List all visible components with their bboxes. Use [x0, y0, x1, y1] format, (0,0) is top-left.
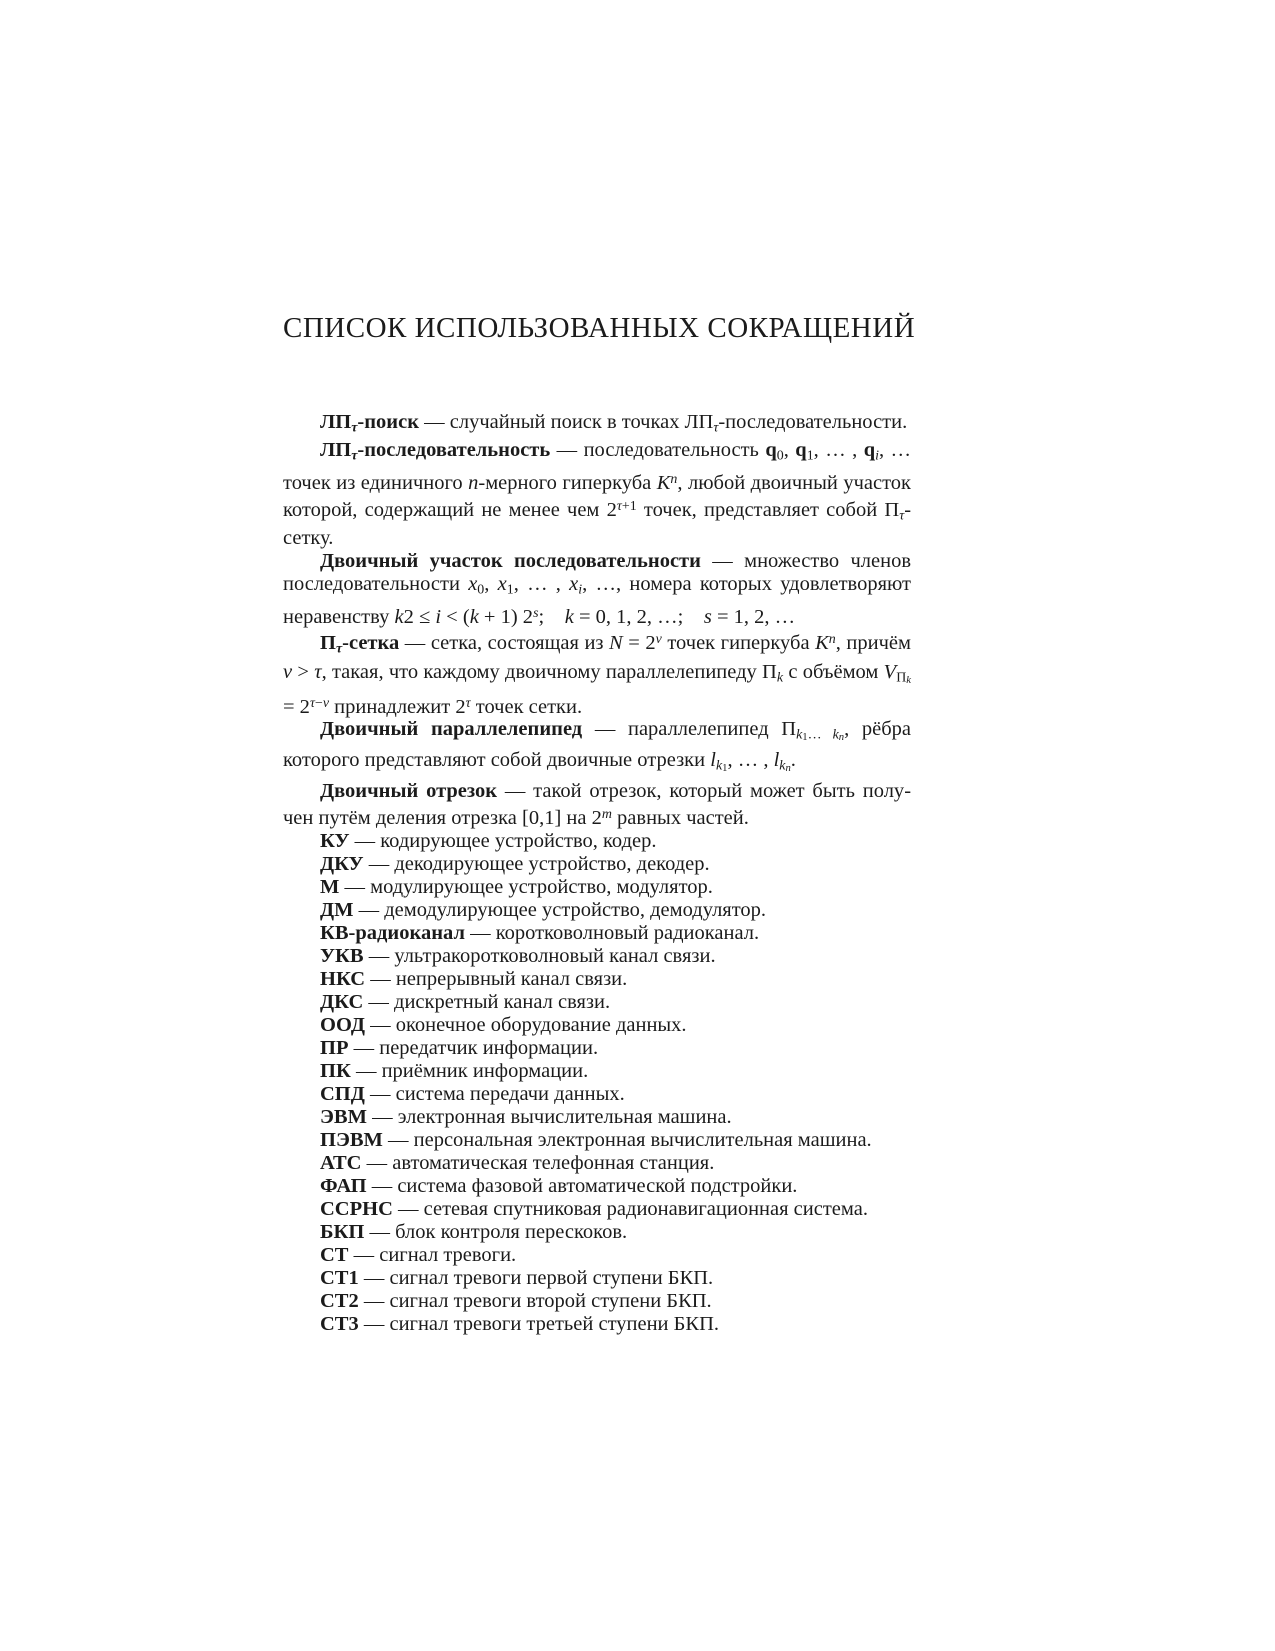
text-run: ν [283, 660, 293, 683]
text-run: V [883, 660, 897, 683]
text-run: СТ [320, 1243, 349, 1266]
text-run: , рёбра которого представляют собой двоичные отрезки [283, 718, 912, 772]
entry-evm [283, 1106, 911, 1129]
text-run: − [314, 695, 323, 711]
text-run: — случайный поиск в точках ЛП [419, 411, 714, 433]
entry-ood [283, 1014, 911, 1037]
text-run: 0 [477, 582, 485, 598]
text-run: ССРНС [320, 1197, 393, 1220]
text-run: ООД [320, 1013, 365, 1036]
text-run: — кодирующее устройство, кодер. [349, 829, 657, 852]
text-run: — автоматическая телефонная станция. [361, 1151, 715, 1174]
text-run: — демодулирующее устройство, демодулятор. [353, 898, 767, 921]
text-run: ЛП [320, 411, 352, 433]
page-title: СПИСОК ИСПОЛЬЗОВАННЫХ СОКРАЩЕНИЙ [283, 312, 916, 344]
text-run: , … точек из единичного [283, 439, 912, 494]
text-run: БКП [320, 1220, 365, 1243]
text-run: i [435, 605, 442, 628]
text-run: КУ [320, 829, 350, 852]
text-run: s [703, 605, 712, 628]
entry-nks [283, 968, 911, 991]
text-run: = 1, 2, … [711, 605, 796, 628]
text-run: 1 [506, 582, 514, 598]
text-run: — сетка, состоящая из [399, 632, 610, 655]
entry-lp-poisk [283, 411, 911, 439]
text-run: l [710, 749, 716, 772]
text-run: — сетевая спутниковая радионавигационная система. [392, 1197, 868, 1220]
text-run: n [838, 732, 845, 744]
text-run: — коротковолновый радиоканал. [464, 921, 760, 944]
text-run: точек, представляет собой Π [636, 498, 900, 521]
text-run: k [779, 758, 786, 774]
entry-ssrns [283, 1198, 911, 1221]
text-run: -сетка [342, 632, 400, 655]
entry-binary-section [283, 550, 911, 628]
entry-ukv [283, 945, 911, 968]
text-run: n [468, 471, 479, 494]
text-run: k [906, 674, 911, 686]
text-run: τ [713, 420, 719, 436]
entry-kv [283, 922, 911, 945]
text-run: q [765, 439, 777, 462]
text-run: 1 [802, 732, 808, 744]
text-run: КВ-радиоканал [320, 921, 465, 944]
text-run: τ [351, 448, 358, 464]
entry-dku [283, 853, 911, 876]
text-run: x [569, 573, 579, 596]
text-run: τ [616, 498, 622, 514]
text-run: Π [896, 670, 907, 686]
text-run: > [292, 660, 315, 683]
text-run: — сигнал тревоги. [348, 1243, 517, 1266]
text-run: τ [465, 695, 471, 711]
text-run: ПР [320, 1036, 349, 1059]
entry-lp-sequence [283, 439, 911, 550]
text-run: τ [899, 508, 905, 524]
text-run: , любой двоичный участок которой, содержащий не менее чем 2 [283, 471, 911, 521]
text-run: N [609, 632, 623, 655]
text-run: — оконечное оборудование данных. [364, 1013, 687, 1036]
text-run: СТ3 [320, 1312, 359, 1335]
text-run: — сигнал тревоги второй ступени БКП. [358, 1289, 712, 1312]
text-run: -сетку. [283, 498, 912, 550]
text-run: k [832, 727, 839, 743]
text-run: — приёмник информации. [350, 1059, 589, 1082]
text-run: 2 ≤ [403, 605, 436, 628]
text-run: — модулирующее устройство, модулятор. [339, 875, 713, 898]
abbreviations-list [283, 411, 911, 1336]
text-run: ν [655, 632, 662, 648]
text-run: — такой отрезок, который может быть получен путём деления отрезка [0,1] на 2 [283, 780, 912, 829]
text-run: , … , [813, 439, 864, 462]
text-run: q [863, 439, 876, 462]
text-run: x [497, 573, 507, 596]
text-run: — последовательность [550, 439, 766, 462]
text-run: k [796, 727, 803, 743]
text-run: -последовательности. [718, 411, 908, 433]
text-run: , …, номера которых удовлетворяют неравенству [283, 573, 911, 628]
text-run: — персональная электронная вычислительная машина. [382, 1128, 872, 1151]
text-run: +1 [621, 498, 637, 514]
entry-ku [283, 830, 911, 853]
text-run: ФАП [320, 1174, 367, 1197]
text-run: АТС [320, 1151, 362, 1174]
text-run: — система фазовой автоматической подстройки. [366, 1174, 798, 1197]
page-content [283, 311, 916, 1336]
text-run: n [828, 632, 836, 648]
text-run: 1 [806, 448, 814, 464]
text-run: i [875, 448, 879, 464]
entry-dks [283, 991, 911, 1014]
text-run: — ультракоротковолновый канал связи. [363, 944, 716, 967]
text-run: s [533, 605, 539, 621]
text-run: СТ1 [320, 1266, 359, 1289]
text-run: точек сетки. [470, 695, 583, 718]
text-run: — декодирующее устройство, декодер. [363, 852, 710, 875]
text-run: , причём [835, 632, 912, 655]
text-run: СТ2 [320, 1289, 359, 1312]
text-run: ДКС [320, 990, 364, 1013]
text-run: k [564, 605, 574, 628]
text-run: n [670, 471, 678, 487]
text-run: Двоичный параллелепипед [320, 718, 583, 741]
text-run: . [790, 749, 796, 772]
text-run: — сигнал тревоги первой ступени БКП. [358, 1266, 714, 1289]
text-run: НКС [320, 967, 366, 990]
text-run: Двоичный отрезок [320, 780, 498, 803]
text-run: τ [309, 695, 315, 711]
text-run: ДКУ [320, 852, 364, 875]
text-run: 1 [722, 763, 728, 775]
text-run: СПД [320, 1082, 365, 1105]
text-run: , … , [727, 749, 774, 772]
text-run: с объёмом [783, 660, 884, 683]
text-run: q [795, 439, 807, 462]
text-run: = 2 [283, 695, 310, 718]
entry-st3 [283, 1313, 911, 1336]
text-run: τ [314, 660, 322, 683]
text-run: K [815, 632, 829, 655]
text-run: = 0, 1, 2, …; [573, 605, 704, 628]
text-run: k [469, 605, 479, 628]
text-run: , [484, 573, 498, 596]
entry-pr [283, 1037, 911, 1060]
text-run: принадлежит 2 [329, 695, 466, 718]
text-run: x [468, 573, 478, 596]
text-run: -последовательность [357, 439, 551, 462]
text-run: … [807, 727, 833, 743]
text-run: < ( [441, 605, 470, 628]
text-run: ЭВМ [320, 1105, 367, 1128]
text-run: Двоичный участок последовательности [320, 550, 701, 573]
text-run: ν [322, 695, 329, 711]
text-run: K [656, 471, 671, 494]
text-run: -поиск [357, 411, 420, 433]
entry-m [283, 876, 911, 899]
text-run: = 2 [622, 632, 656, 655]
text-run: , … , [513, 573, 570, 596]
text-run: τ [335, 641, 343, 657]
text-run: -мерного гиперкуба [478, 471, 657, 494]
text-run: ; [538, 605, 565, 628]
text-run: — передатчик информации. [348, 1036, 599, 1059]
text-run: точек гиперкуба [661, 632, 816, 655]
text-run: — блок контроля перескоков. [364, 1220, 628, 1243]
text-run: ПК [320, 1059, 351, 1082]
text-run: — непрерывный канал связи. [365, 967, 628, 990]
text-run: , такая, что каждому двоичному параллелепипеду Π [321, 660, 777, 683]
text-run: Π [320, 632, 336, 655]
entry-pevm [283, 1129, 911, 1152]
entry-binary-parallelepiped [283, 718, 911, 780]
text-run: — электронная вычислительная машина. [366, 1105, 732, 1128]
text-run: — дискретный канал связи. [363, 990, 611, 1013]
text-run: ДМ [320, 898, 354, 921]
text-run: равных частей. [611, 806, 749, 829]
text-run: k [715, 758, 723, 774]
text-run: k [776, 670, 784, 686]
text-run: — сигнал тревоги третьей ступени БКП. [358, 1312, 720, 1335]
text-run: — множество членов последовательности [283, 550, 911, 596]
entry-pk [283, 1060, 911, 1083]
text-run: М [320, 875, 340, 898]
entry-spd [283, 1083, 911, 1106]
entry-pt-grid [283, 628, 911, 718]
text-run: 0 [776, 448, 784, 464]
entry-ats [283, 1152, 911, 1175]
entry-st2 [283, 1290, 911, 1313]
text-run: — параллелепипед Π [582, 718, 797, 741]
text-run: i [578, 582, 583, 598]
text-run: УКВ [320, 944, 364, 967]
text-run: ПЭВМ [320, 1128, 383, 1151]
entry-dm [283, 899, 911, 922]
text-run: m [601, 807, 612, 823]
text-run: l [773, 749, 780, 772]
entry-binary-segment [283, 780, 911, 830]
entry-fap [283, 1175, 911, 1198]
text-run: , [783, 439, 796, 462]
text-run: τ [351, 420, 358, 436]
entry-st [283, 1244, 911, 1267]
text-run: — система передачи данных. [364, 1082, 625, 1105]
text-run: + 1) 2 [478, 605, 534, 628]
text-run: ЛП [320, 439, 352, 462]
entry-st1 [283, 1267, 911, 1290]
entry-bkp [283, 1221, 911, 1244]
text-run: n [785, 763, 791, 775]
text-run: k [394, 605, 404, 628]
